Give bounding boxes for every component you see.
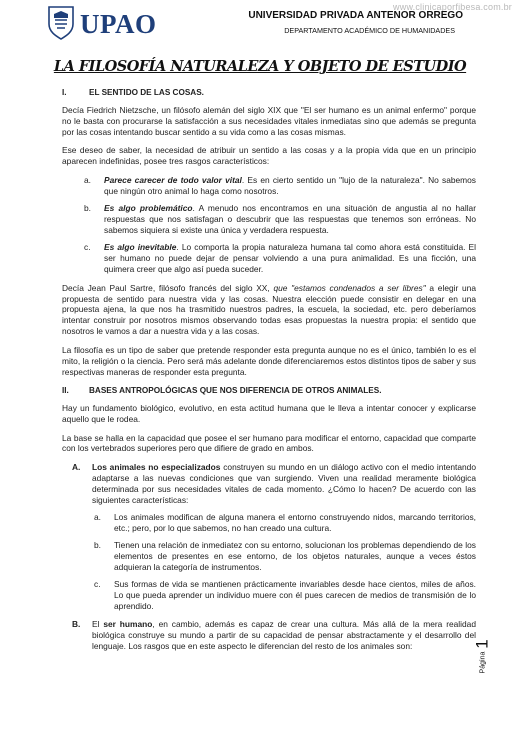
list-item — [72, 462, 476, 506]
list-item-text: Sus formas de vida se mantienen prácticamente invariables desde hace cientos, miles de años. Lo que pueda aprender un individuo muere con él pues carecen de medios de transmisión de lo aprendido. — [114, 578, 476, 611]
section-number: I. — [62, 88, 67, 97]
list-marker: a. — [94, 512, 101, 523]
item-lead: Es algo problemático — [104, 203, 193, 214]
department-name: DEPARTAMENTO ACADÉMICO DE HUMANIDADES — [284, 26, 455, 35]
item-rest: . Es en cierto sentido un "lujo de la naturaleza". No sabemos que ningún otro animal lo haga como nosotros. — [104, 175, 476, 197]
sartre-quote: que "estamos condenados a ser libres" — [273, 282, 426, 293]
section-heading — [62, 88, 476, 99]
list-item — [84, 242, 476, 275]
list-item-text — [104, 175, 476, 197]
paragraph: La filosofía es un tipo de saber que pretende responder esta pregunta aunque no es el único, también lo es el mito, la religión o la ciencia. Pero será más adelante donde diferenciaremos estos distintos tipos de saber y sus respectivas maneras de responder esta pregunta. — [62, 345, 476, 378]
list-marker: b. — [84, 203, 91, 214]
text: Decía Jean Paul Sartre, filósofo francés del siglo XX, — [62, 282, 274, 293]
list-marker: a. — [84, 175, 91, 186]
list-item — [72, 619, 476, 652]
list-item — [94, 579, 476, 612]
paragraph: La base se halla en la capacidad que posee el ser humano para modificar el entorno, capacidad que comparte con los vertebrados superiores pero que difiere de grado en ambos. — [62, 432, 476, 454]
page-label: Página — [479, 651, 487, 674]
list-item — [84, 175, 476, 197]
list-item — [94, 540, 476, 573]
trait-list — [62, 175, 476, 274]
logo-text: UPAO — [80, 9, 157, 39]
text: a elegir una propuesta de sentido para nuestra vida y las cosas. Nuestra elección puede consistir en delegar en una propuesta ajena, la que nos ha trasmitido nuestros padres, la escuela, la sociedad, etc. pero deberíamos intentar construir por nosotros mismos observando todas esas propuestas la nuestra propia: el sentido que nosotros le vamos a dar a nuestra vida y a las cosas. — [62, 282, 476, 337]
item-rest: . A menudo nos encontramos en una situación de angustia al no hallar respuestas que nos satisfagan o descubrir que las respuestas que tenemos son erróneas. No sabemos siquiera si existe una única y verdadera respuesta. — [104, 203, 476, 235]
item-lead: Es algo inevitable — [104, 241, 177, 252]
item-lead: Los animales no especializados — [92, 462, 221, 473]
list-marker: c. — [84, 241, 91, 252]
paragraph: Ese deseo de saber, la necesidad de atribuir un sentido a las cosas y a la propia vida que en un principio aparecen indefinidas, posee tres rasgos característicos: — [62, 145, 476, 167]
item-rest: . Lo comporta la propia naturaleza humana tal como ahora está constituida. El ser humano no puede dejar de pensar volviendo a una pura animalidad. Es una ficción, una quimera creer que algo así pueda suceder. — [104, 241, 476, 274]
section-number: II. — [62, 386, 69, 396]
list-item-text — [92, 462, 476, 506]
page-number-block — [472, 628, 506, 688]
section-title: EL SENTIDO DE LAS COSAS. — [89, 88, 204, 97]
section-heading — [62, 386, 476, 397]
list-marker: b. — [94, 539, 101, 550]
section-title: BASES ANTROPOLÓGICAS QUE NOS DIFERENCIA DE OTROS ANIMALES. — [89, 386, 382, 396]
list-marker: A. — [72, 462, 81, 473]
animal-traits-list — [72, 512, 476, 611]
page-header — [0, 0, 520, 46]
list-item — [94, 512, 476, 534]
university-seal-icon — [46, 4, 76, 40]
watermark: www.clinicaporfibesa.com.br — [393, 2, 512, 12]
item-rest: , en cambio, además es capaz de crear una cultura. Más allá de la mera realidad biológica construye su mundo a partir de su capacidad de pensar abstractamente y el desarrollo del lenguaje. Los rasgos que en este aspecto le diferencian del resto de los animales son: — [92, 619, 476, 652]
upao-logo — [46, 4, 166, 44]
list-item-text — [104, 242, 476, 275]
paragraph: Decía Fiedrich Nietzsche, un filósofo alemán del siglo XIX que "El ser humano es un animal enfermo" porque no le basta con procurarse la satisfacción a sus necesidades vitales inmediatas sino que además se pregunta por las cosas intentando buscar sentido a su vida como a las cosas mismas. — [62, 104, 476, 137]
item-pre: El — [92, 619, 104, 630]
paragraph: Hay un fundamento biológico, evolutivo, en esta actitud humana que le lleva a intentar conocer y explicarse aquello que le rodea. — [62, 402, 476, 424]
list-item-text — [92, 619, 476, 652]
university-name: UNIVERSIDAD PRIVADA ANTENOR ORREGO — [248, 10, 463, 21]
list-item-text: Tienen una relación de inmediatez con su entorno, solucionan los problemas dependiendo de los elementos de presentes en ese entorno, de los objetos naturales, aunque a veces éstos adquieran la categoría de instrumentos. — [114, 539, 476, 572]
document-body — [62, 88, 476, 658]
page-number: 1 — [472, 639, 492, 649]
list-item-text — [104, 203, 476, 236]
list-marker: c. — [94, 578, 101, 589]
list-item-text: Los animales modifican de alguna manera el entorno construyendo nidos, marcando territorios, etc.; pero, por lo que sabemos, no han creado una cultura. — [114, 512, 476, 533]
item-lead: ser humano — [103, 619, 153, 630]
item-rest: construyen su mundo en un diálogo activo con el medio intentando adaptarse a las nuevas condiciones que van surgiendo. Viven una realidad meramente biológica determinada por sus necesidades vitales de cada momento. ¿Cómo lo hacen? De acuerdo con las siguientes características: — [92, 462, 476, 506]
list-item — [84, 203, 476, 236]
paragraph — [62, 283, 476, 338]
list-marker: B. — [72, 619, 81, 630]
item-lead: Parece carecer de todo valor vital — [104, 175, 242, 186]
document-title: LA FILOSOFÍA NATURALEZA Y OBJETO DE ESTUDIO — [53, 58, 467, 75]
